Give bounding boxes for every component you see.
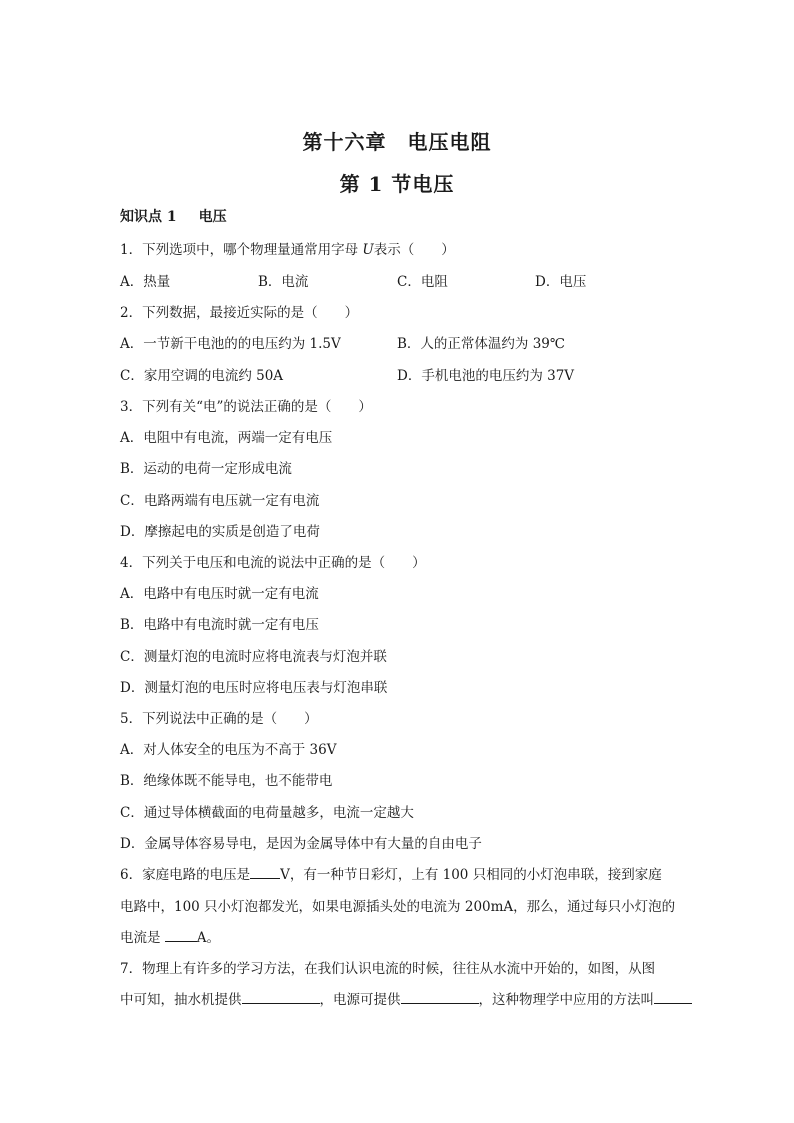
q4-option-d: D．测量灯泡的电压时应将电压表与灯泡串联 (120, 680, 388, 696)
answer-blank[interactable] (250, 866, 280, 879)
q5-option-b: B．绝缘体既不能导电，也不能带电 (120, 773, 333, 789)
knowledge-point-label: 知识点 1 (120, 209, 177, 225)
knowledge-point-topic: 电压 (198, 209, 227, 225)
answer-blank[interactable] (165, 929, 197, 942)
q2-option-c: C．家用空调的电流约 50A (120, 368, 284, 384)
question-7-line-2: 中可知，抽水机提供 ，电源可提供 ，这种物理学中应用的方法叫 (120, 988, 692, 1008)
q1-option-c: C．电阻 (397, 274, 448, 290)
q5-option-d: D．金属导体容易导电，是因为金属导体中有大量的自由电子 (120, 836, 482, 852)
answer-blank[interactable] (401, 991, 479, 1004)
question-6-line-1: 6．家庭电路的电压是 V，有一种节日彩灯，上有 100 只相同的小灯泡串联，接到家庭 (120, 867, 662, 883)
question-6-line-3: 电流是 A。 (120, 930, 221, 946)
question-3-stem: 3．下列有关“电”的说法正确的是（ ） (120, 399, 372, 415)
variable-u: U (362, 242, 374, 258)
q4-option-c: C．测量灯泡的电流时应将电流表与灯泡并联 (120, 649, 387, 665)
question-4-stem: 4．下列关于电压和电流的说法中正确的是（ ） (120, 555, 426, 571)
knowledge-point-heading (120, 206, 227, 226)
q3-option-d: D．摩擦起电的实质是创造了电荷 (120, 524, 320, 540)
q4-option-b: B．电路中有电流时就一定有电压 (120, 617, 319, 633)
question-5-stem: 5．下列说法中正确的是（ ） (120, 711, 318, 727)
answer-blank[interactable] (654, 991, 692, 1004)
answer-blank[interactable] (242, 991, 320, 1004)
question-2-stem: 2．下列数据，最接近实际的是（ ） (120, 305, 359, 321)
q1-option-b: B．电流 (258, 274, 309, 290)
question-6-line-2: 电路中，100 只小灯泡都发光，如果电源插头处的电流为 200mA，那么，通过每只小灯泡的 (120, 899, 676, 915)
q1-option-a: A．热量 (120, 274, 171, 290)
q5-option-a: A．对人体安全的电压为不高于 36V (120, 742, 337, 758)
q4-option-a: A．电路中有电压时就一定有电流 (120, 586, 319, 602)
q2-option-d: D．手机电池的电压约为 37V (397, 368, 575, 384)
q3-option-c: C．电路两端有电压就一定有电流 (120, 493, 320, 509)
question-1-stem: 1．下列选项中，哪个物理量通常用字母 U表示（ ） (120, 242, 455, 258)
q1-option-d: D．电压 (535, 274, 587, 290)
q3-option-a: A．电阻中有电流，两端一定有电压 (120, 430, 333, 446)
q2-option-b: B．人的正常体温约为 39℃ (397, 336, 565, 352)
question-7-line-1: 7．物理上有许多的学习方法，在我们认识电流的时候，往往从水流中开始的，如图，从图 (120, 961, 656, 977)
q5-option-c: C．通过导体横截面的电荷量越多，电流一定越大 (120, 805, 414, 821)
q3-option-b: B．运动的电荷一定形成电流 (120, 461, 292, 477)
chapter-title: 第十六章 电压电阻 (302, 130, 492, 154)
section-title: 第 1 节电压 (339, 172, 455, 196)
q2-option-a: A．一节新干电池的的电压约为 1.5V (120, 336, 341, 352)
